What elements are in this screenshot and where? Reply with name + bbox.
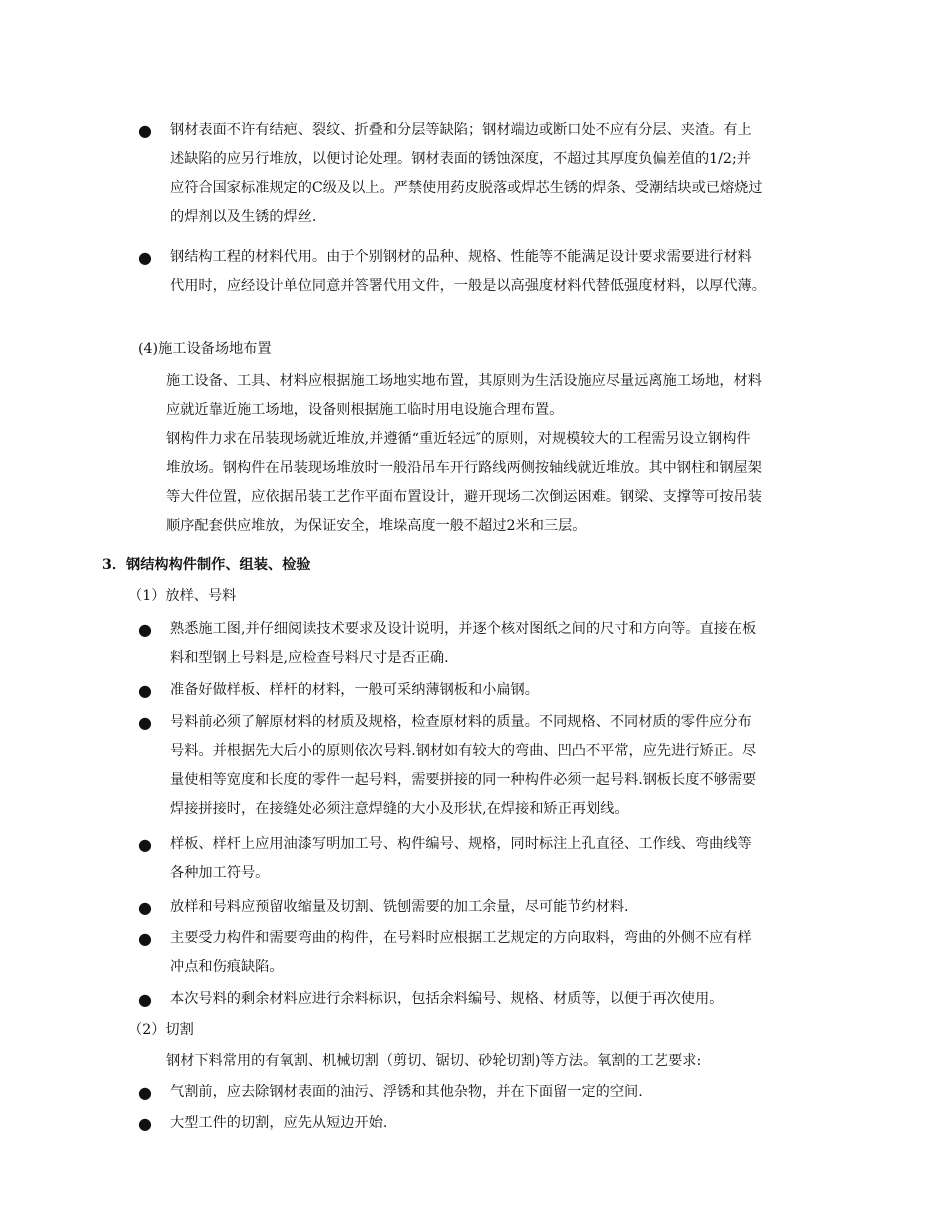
subsection-heading: （1）放样、号料 (128, 588, 237, 604)
paragraph (166, 367, 866, 425)
text-line: 代用时，应经设计单位同意并答署代用文件，一般是以高强度材料代替低强度材料，以厚代薄。 (170, 278, 766, 294)
bullet-icon: ● (138, 121, 152, 140)
bullet-item (170, 893, 860, 922)
text-line: 应符合国家标准规定的C级及以上。严禁使用药皮脱落或焊芯生锈的焊条、受潮结块或已熔烧过 (170, 180, 763, 196)
text-line: 号料前必须了解原材料的材质及规格，检查原材料的质量。不同规格、不同材质的零件应分布 (170, 714, 752, 730)
bullet-item (170, 243, 860, 301)
bullet-item (170, 1109, 860, 1138)
text-line: 堆放场。钢构件在吊装现场堆放时一般沿吊车开行路线两侧按轴线就近堆放。其中钢柱和钢屋架 (166, 460, 762, 476)
text-line: 钢结构工程的材料代用。由于个别钢材的品种、规格、性能等不能满足设计要求需要进行材料 (170, 249, 752, 265)
text-line: 顺序配套供应堆放，为保证安全，堆垛高度一般不超过2米和三层。 (166, 518, 587, 534)
text-line: 号料。并根据先大后小的原则依次号料.钢材如有较大的弯曲、凹凸不平常，应先进行矫正。尽 (170, 743, 757, 759)
text-line: 焊接拼接时，在接缝处必须注意焊缝的大小及形状,在焊接和矫正再划线。 (170, 801, 629, 817)
text-line: 量使相等宽度和长度的零件一起号料，需要拼接的同一种构件必须一起号料.钢板长度不够需要 (170, 772, 757, 788)
section-title: 3．钢结构构件制作、组装、检验 (102, 557, 311, 573)
bullet-item (170, 830, 860, 888)
text-line: 等大件位置，应依据吊装工艺作平面布置设计，避开现场二次倒运困难。钢梁、支撑等可按吊装 (166, 489, 762, 505)
bullet-item (170, 615, 860, 673)
bullet-item (170, 924, 860, 982)
text-line: 大型工件的切割，应先从短边开始. (170, 1115, 388, 1131)
bullet-icon: ● (138, 990, 152, 1009)
bullet-icon: ● (138, 681, 152, 700)
text-line: 述缺陷的应另行堆放，以便讨论处理。钢材表面的锈蚀深度，不超过其厚度负偏差值的1/2;并 (170, 151, 751, 167)
section-heading: (4)施工设备场地布置 (138, 341, 272, 357)
bullet-item (170, 708, 860, 824)
bullet-icon: ● (138, 929, 152, 948)
bullet-icon: ● (138, 620, 152, 639)
text-line: 冲点和伤痕缺陷。 (170, 959, 284, 975)
paragraph (166, 425, 866, 541)
bullet-item (170, 1078, 860, 1107)
text-line: 放样和号料应预留收缩量及切割、铣刨需要的加工余量，尽可能节约材料. (170, 899, 629, 915)
subsection-heading: （2）切割 (128, 1022, 194, 1038)
bullet-item (170, 985, 860, 1014)
paragraph: 钢材下料常用的有氧割、机械切割（剪切、锯切、砂轮切割)等方法。氧割的工艺要求: (166, 1053, 702, 1069)
bullet-icon: ● (138, 248, 152, 267)
bullet-icon: ● (138, 1083, 152, 1102)
text-line: 熟悉施工图,并仔细阅读技术要求及设计说明，并逐个核对图纸之间的尺寸和方向等。直接在板 (170, 621, 757, 637)
text-line: 施工设备、工具、材料应根据施工场地实地布置，其原则为生活设施应尽量远离施工场地，材料 (166, 373, 762, 389)
text-line: 气割前，应去除钢材表面的油污、浮锈和其他杂物，并在下面留一定的空间. (170, 1084, 643, 1100)
bullet-icon: ● (138, 1114, 152, 1133)
text-line: 样板、样杆上应用油漆写明加工号、构件编号、规格，同时标注上孔直径、工作线、弯曲线等 (170, 836, 752, 852)
bullet-icon: ● (138, 713, 152, 732)
text-line: 钢材表面不许有结疤、裂纹、折叠和分层等缺陷；钢材端边或断口处不应有分层、夹渣。有上 (170, 122, 752, 138)
text-line: 应就近靠近施工场地，设备则根据施工临时用电设施合理布置。 (166, 402, 564, 418)
text-line: 的焊剂以及生锈的焊丝. (170, 209, 317, 225)
bullet-icon: ● (138, 835, 152, 854)
text-line: 各种加工符号。 (170, 865, 270, 881)
text-line: 主要受力构件和需要弯曲的构件，在号料时应根据工艺规定的方向取料，弯曲的外侧不应有样 (170, 930, 752, 946)
bullet-item (170, 116, 860, 232)
text-line: 准备好做样板、样杆的材料，一般可采纳薄钢板和小扁钢。 (170, 682, 539, 698)
bullet-icon: ● (138, 898, 152, 917)
text-line: 料和型钢上号料是,应检查号料尺寸是否正确. (170, 650, 449, 666)
text-line: 钢构件力求在吊装现场就近堆放,并遵循“重近轻远″的原则，对规模较大的工程需另设立钢构件 (166, 431, 751, 447)
bullet-item (170, 676, 860, 705)
text-line: 本次号料的剩余材料应进行余料标识，包括余料编号、规格、材质等，以便于再次使用。 (170, 991, 724, 1007)
